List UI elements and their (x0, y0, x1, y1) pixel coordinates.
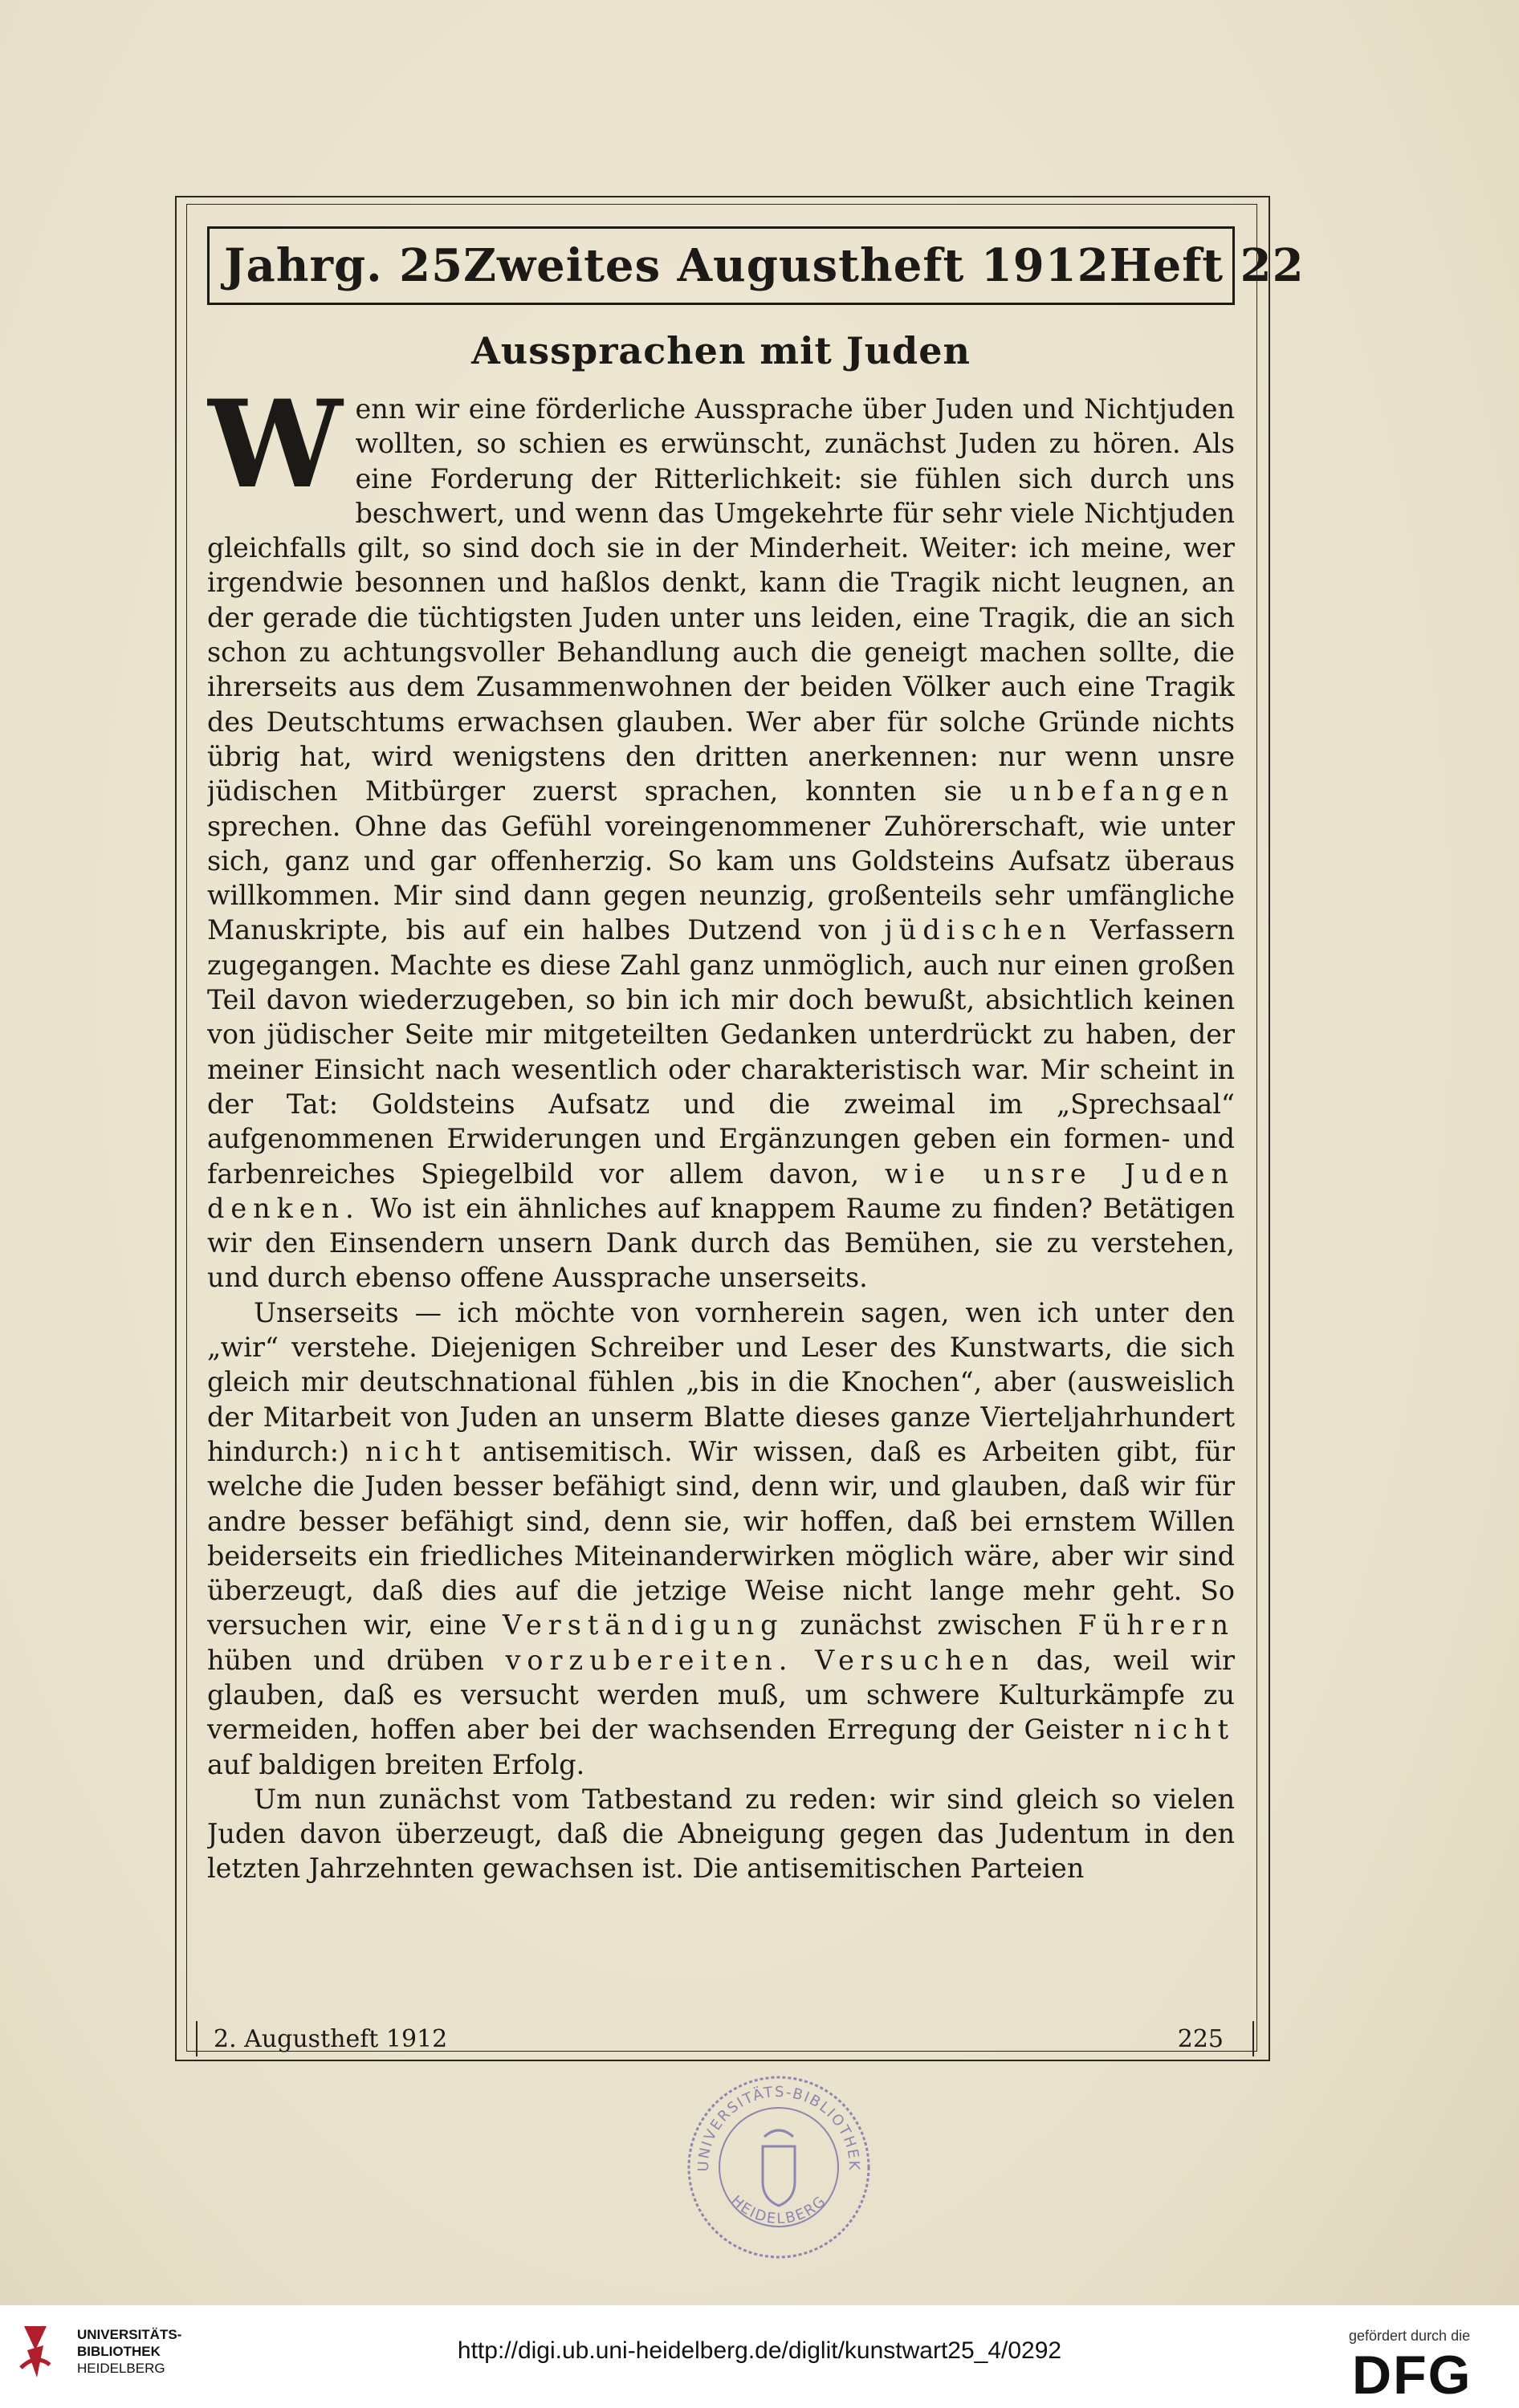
header-issue-title: Zweites Augustheft 1912 (463, 239, 1110, 292)
text-run: antisemitisch. Wir wissen, daß es Arbeiten gibt, für welche die Juden besser befähigt sind, denn wir, und glauben, daß wir für andre besser befähigt sind, denn sie, wir hoffen, daß bei ernstem Willen beiderseits ein friedliches Miteinanderwirken möglich wäre, aber wir sind überzeugt, daß dies auf die jetzige Weise nicht lange mehr geht. So versuchen wir, eine (207, 1435, 1235, 1641)
stamp-bottom-text: HEIDELBERG (727, 2192, 830, 2228)
paragraph-3 (207, 1782, 1235, 1886)
text-run: Um nun zunächst vom Tatbestand zu reden: wir sind gleich so vielen Juden davon überzeugt, daß die Abneigung gegen das Judentum in den letzten Jahrzehnten gewachsen ist. Die antisemitischen Parteien (207, 1783, 1235, 1885)
drop-cap: W (207, 392, 343, 515)
svg-text:HEIDELBERG (727, 2192, 830, 2227)
emphasis-run: jüdischen (884, 914, 1073, 946)
footer-right-rule (1252, 2021, 1254, 2056)
emphasis-run: Führern (1077, 1609, 1235, 1641)
emphasis-run: Verständigung (502, 1609, 784, 1641)
article-title: Aussprachen mit Juden (471, 329, 971, 372)
text-run: hüben und drüben (207, 1644, 484, 1676)
dfg-logo: DFG (1352, 2345, 1472, 2406)
text-run: sprechen. Ohne das Gefühl voreingenommener Zuhörerschaft, wie unter sich, ganz und gar offenherzig. So kam uns Goldsteins Aufsatz überaus willkommen. Mir sind dann gegen neunzig, großenteils sehr umfängliche Manuskripte, bis auf ein halbes Dutzend von (207, 810, 1235, 946)
library-stamp (684, 2072, 874, 2262)
footer-page-number: 225 (1177, 2024, 1224, 2053)
emphasis-run: vorzubereiten. (505, 1644, 794, 1676)
footer-issue: 2. Augustheft 1912 (214, 2024, 448, 2053)
emphasis-run: unbefangen (1009, 775, 1235, 807)
emphasis-run: Versuchen (815, 1644, 1015, 1676)
emphasis-run: wie unsre Juden denken. (207, 1157, 1235, 1224)
text-run: das, weil wir glauben, daß es versucht werden muß, um schwere Kulturkämpfe zu vermeiden, hoffen aber bei der wachsenden Erregung der Geister (207, 1644, 1235, 1746)
stamp-top-text: UNIVERSITÄTS-BIBLIOTHEK (694, 2083, 863, 2172)
library-name-line1: UNIVERSITÄTS- (77, 2327, 182, 2342)
header-issue-number: Heft 22 (1109, 239, 1305, 292)
text-run: auf baldigen breiten Erfolg. (207, 1748, 585, 1780)
page-footer (196, 2021, 1254, 2056)
paragraph-1 (207, 392, 1235, 1296)
library-name-line2: BIBLIOTHEK (77, 2344, 161, 2359)
text-run: enn wir eine förderliche Aussprache über Juden und Nichtjuden wollten, so schien es erwünscht, zunächst Juden zu hören. Als eine Forderung der Ritterlichkeit: sie fühlen sich durch uns beschwert, und wenn das Umgekehrte für sehr viele Nichtjuden gleichfalls gilt, so sind doch sie in der Minderheit. Weiter: ich meine, wer irgendwie besonnen und haßlos denkt, kann die Tragik nicht leugnen, an der gerade die tüchtigsten Juden unter uns leiden, eine Tragik, die an sich schon zu achtungsvoller Behandlung auch die geneigt machen sollte, die ihrerseits aus dem Zusammenwohnen der beiden Völker auch eine Tragik des Deutschtums erwachsen glauben. Wer aber für solche Gründe nichts übrig hat, wird wenigstens den dritten anerkennen: nur wenn unsre jüdischen Mitbürger zuerst sprachen, konnten sie (207, 393, 1235, 807)
article-body (207, 392, 1235, 1989)
text-run: Unserseits — ich möchte von vornherein sagen, wen ich unter den „wir“ verstehe. Diejenigen Schreiber und Leser des Kunstwarts, die sich gleich mir deutschnational fühlen „bis in die Knochen“, aber (ausweislich der Mitarbeit von Juden an unserm Blatte dieses ganze Vierteljahrhundert hindurch:) (207, 1296, 1235, 1467)
source-url-link[interactable]: http://digi.ub.uni-heidelberg.de/diglit/kunstwart25_4/0292 (457, 2337, 1062, 2364)
issue-header (207, 226, 1305, 305)
library-name-line3: HEIDELBERG (77, 2361, 165, 2376)
text-run: zunächst zwischen (800, 1609, 1062, 1641)
emphasis-run: nicht (1134, 1714, 1235, 1746)
funding-caption: gefördert durch die (1349, 2328, 1471, 2344)
emphasis-run: nicht (365, 1435, 466, 1467)
text-run: Wo ist ein ähnliches auf knappem Raume zu finden? Betätigen wir den Einsendern unsern Dank durch das Bemühen, sie zu verstehen, und durch ebenso offene Aussprache unserseits. (207, 1192, 1235, 1294)
text-run: Verfassern zugegangen. Machte es diese Zahl ganz unmöglich, auch nur einen großen Teil davon wiederzugeben, so bin ich mir doch bewußt, absichtlich keinen von jüdischer Seite mir mitgeteilten Gedanken unterdrückt zu haben, der meiner Einsicht nach wesentlich oder charakteristisch war. Mir scheint in der Tat: Goldsteins Aufsatz und die zweimal im „Sprechsaal“ aufgenommenen Erwiderungen und Ergänzungen geben ein formen- und farbenreiches Spiegelbild vor allem davon, (207, 914, 1235, 1190)
header-year: Jahrg. 25 (224, 239, 464, 292)
paragraph-2 (207, 1296, 1235, 1782)
